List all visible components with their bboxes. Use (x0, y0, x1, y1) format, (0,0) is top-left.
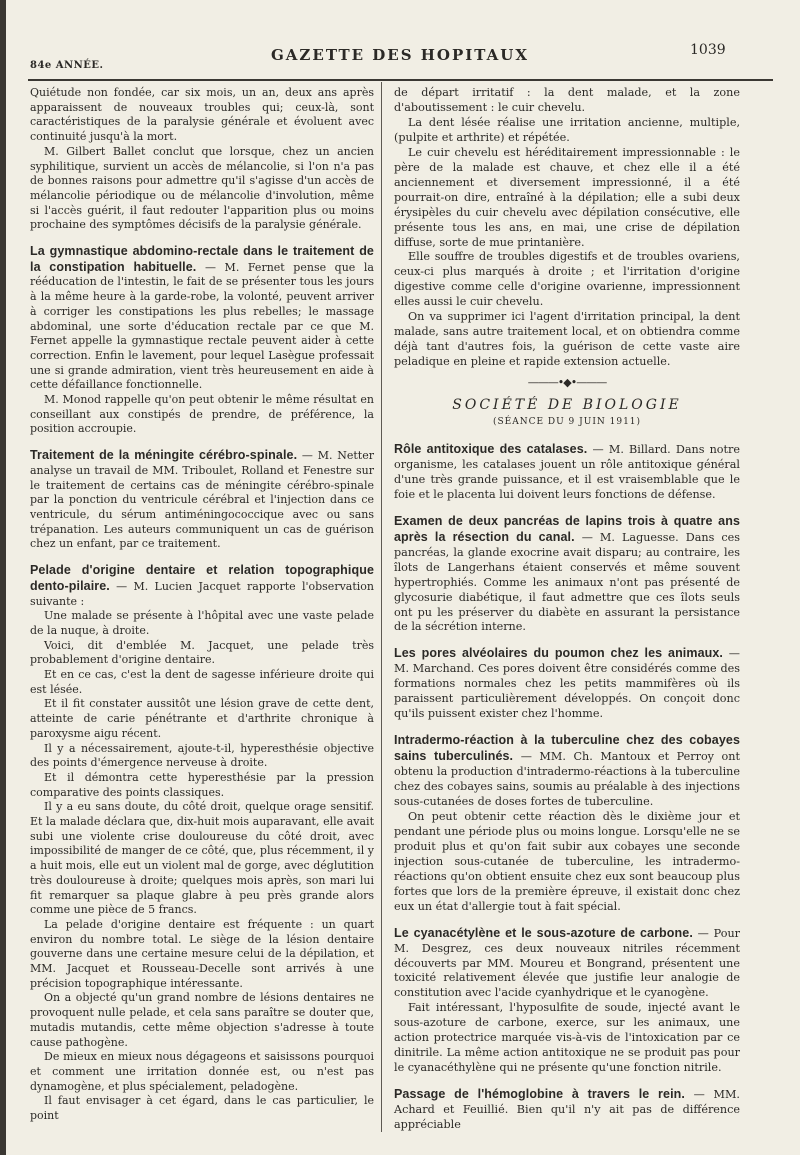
article-title: Examen de deux pancréas de lapins trois à quatre ans après la résection du canal. (394, 513, 740, 544)
article-pelade (30, 563, 374, 609)
paragraph: De mieux en mieux nous dégageons et saisissons pourquoi et comment une irritation donnée est, ou n'est pas dynamogène, et plus spécialement, peladogène. (30, 1050, 374, 1093)
society-heading: SOCIÉTÉ DE BIOLOGIE (452, 397, 682, 414)
paragraph: Il y a nécessairement, ajoute-t-il, hyperesthésie objective des points d'émergence nerveuse à droite. (30, 741, 374, 770)
paragraph: M. Monod rappelle qu'on peut obtenir le même résultat en conseillant aux constipés de prendre, de préférence, la position accroupie. (30, 393, 374, 436)
right-column (394, 86, 740, 1133)
article-body: — MM. Achard et Feuillié. Bien qu'il n'y ait pas de différence appréciable (394, 1088, 740, 1132)
page-shadow-edge (0, 0, 6, 1155)
session-date: (SÉANCE DU 9 JUIN 1911) (492, 417, 642, 428)
paragraph: Quiétude non fondée, car six mois, un an, deux ans après apparaissent de nouveaux troubles qui; ceux-là, sont caractéristiques de la paralysie générale et évoluent avec continuité jusqu'à la mort. (30, 86, 374, 144)
paragraph: Une malade se présente à l'hôpital avec une vaste pelade de la nuque, à droite. (30, 609, 374, 637)
article-title: Le cyanacétylène et le sous-azoture de carbone. (394, 925, 693, 940)
article-title: Rôle antitoxique des catalases. (394, 441, 588, 456)
paragraph: Et il fit constater aussitôt une lésion grave de cette dent, atteinte de carie pénétrante et d'arthrite chronique à paroxysme aigu récent. (30, 697, 374, 740)
paragraph: Et en ce cas, c'est la dent de sagesse inférieure droite qui est lésée. (30, 668, 374, 696)
page-header (0, 0, 800, 80)
paragraph: On peut obtenir cette réaction dès le dixième jour et pendant une période plus ou moins longue. Lorsqu'elle ne se produit plus et qu'on fait subir aux cobayes une seconde injection sous-cutanée de tuberculine, les intradermo-réactions qu'on obtient ensuite chez eux sont beaucoup plus fortes que lors de la première épreuve, il existait donc chez eux un état d'allergie tout à fait spécial. (394, 809, 740, 913)
paragraph: La pelade d'origine dentaire est fréquente : un quart environ du nombre total. Le siège de la lésion dentaire gouverne dans une certaine mesure celui de la dépilation, et MM. Jacquet et Rousseau-Decelle sont arrivés à une précision topographique intéressante. (30, 917, 374, 990)
article-pores (394, 646, 740, 722)
ornament-divider: ———•◆•——— (527, 376, 607, 390)
edition-year: 84e ANNÉE. (30, 60, 104, 71)
article-meningite (30, 448, 374, 552)
article-title: Traitement de la méningite cérébro-spinale. (30, 448, 298, 463)
paragraph: On va supprimer ici l'agent d'irritation principal, la dent malade, sans autre traitement local, et on obtiendra comme déjà tant d'autres fois, la guérison de cette vaste aire peladique en pleine et rapide extension actuelle. (394, 310, 740, 369)
article-intradermo (394, 733, 740, 810)
article-body: — M. Netter analyse un travail de MM. Triboulet, Rolland et Fenestre sur le traitement de certains cas de méningite cérébro-spinale par la ponction du ventricule cérébral et l'injection dans ce ventricule, du sérum antiméningococcique avec ou sans trépanation. Les auteurs communiquent un cas de guérison chez un enfant, par ce traitement. (30, 449, 374, 551)
paragraph: M. Gilbert Ballet conclut que lorsque, chez un ancien syphilitique, survient un accès de mélancolie, si l'on n'a pas de bonnes raisons pour admettre qu'il s'agisse d'un accès de mélancolie périodique ou de mélancolie d'involution, même si l'accès guérit, il faut redouter l'apparition plus ou moins prochaine des symptômes décisifs de la paralysie générale. (30, 144, 374, 232)
paragraph: Fait intéressant, l'hyposulfite de soude, injecté avant le sous-azoture de carbone, exerce, sur les animaux, une action protectrice marquée vis-à-vis de l'intoxication par ce dinitrile. La même action antitoxique ne se produit pas pour le cyanacéthylène qui ne présente qu'une fonction nitrile. (394, 1001, 740, 1075)
article-title: Passage de l'hémoglobine à travers le rein. (394, 1087, 685, 1102)
article-body: — Pour M. Desgrez, ces deux nouveaux nitriles récemment découverts par MM. Moureu et Bongrand, présentent une toxicité relativement élevée que justifie leur analogie de constitution avec l'acide cyanhydrique et le cyanogène. (394, 926, 740, 1000)
article-body: — M. Billard. Dans notre organisme, les catalases jouent un rôle antitoxique général d'une très grande puissance, et il est vraisemblable que le foie et le placenta lui doivent leurs fonctions de défense. (394, 442, 740, 501)
paragraph: La dent lésée réalise une irritation ancienne, multiple, (pulpite et arthrite) et répétée. (394, 115, 740, 144)
article-body: — M. Fernet pense que la rééducation de l'intestin, le fait de se présenter tous les jours à la même heure à la garde-robe, la volonté, peuvent arriver à corriger les constipations les plus rebelles; le massage abdominal, une sorte d'éducation rectale par ce que M. Fernet appelle la gymnastique rectale peuvent aider à cette correction. Enfin le lavement, pour lequel Lasègue professait une si grande admiration, vient très heureusement en aide à cette défaillance fonctionnelle. (30, 260, 374, 392)
article-body: — M. Laguesse. Dans ces pancréas, la glande exocrine avait disparu; au contraire, les îlots de Langerhans étaient conservés et même souvent hypertrophiés. Comme les animaux n'ont pas présenté de glycosurie diabétique, il faut admettre que ces îlots seuls ont pu les préserver du diabète en assurant la persistance de la sécrétion interne. (394, 530, 740, 634)
journal-title: GAZETTE DES HOPITAUX (270, 46, 529, 64)
paragraph: Le cuir chevelu est héréditairement impressionnable : le père de la malade est chauve, et chez elle il a été anciennement et diversement impressionné, il a été pourrait-on dire, entraîné à la dépilation; elle a subi deux érysipèles du cuir chevelu avec dépilation consécutive, elle présente tous les ans, en mai, une crise de dépilation diffuse, sorte de mue printanière. (394, 145, 740, 249)
article-title: Pelade d'origine dentaire et relation topographique dento-pilaire. (30, 563, 374, 593)
article-title: Intradermo-réaction à la tuberculine chez des cobayes sains tuberculinés. (394, 733, 740, 764)
article-body: — MM. Ch. Mantoux et Perroy ont obtenu la production d'intradermo-réactions à la tuberculine chez des cobayes sains, soumis au préalable à des injections sous-cutanées de doses fortes de tuberculine. (394, 750, 740, 808)
article-cyanacetylene (394, 926, 740, 1002)
paragraph: Il y a eu sans doute, du côté droit, quelque orage sensitif. Et la malade déclara que, dix-huit mois auparavant, elle avait subi une violente crise douloureuse du côté droit, avec impossibilité de manger de ce côté, que, plus récemment, il y a huit mois, elle eut un violent mal de gorge, avec déglutition très douloureuse à droite; quelques mois après, son mari lui fit remarquer sa plaque glabre à peu près grande alors comme une pièce de 5 francs. (30, 800, 374, 917)
article-body: — M. Lucien Jacquet rapporte l'observation suivante : (30, 579, 374, 608)
column-divider (381, 82, 382, 1132)
page-number: 1039 (690, 42, 726, 58)
paragraph: Et il démontra cette hyperesthésie par la pression comparative des points classiques. (30, 770, 374, 799)
paragraph: Voici, dit d'emblée M. Jacquet, une pelade très probablement d'origine dentaire. (30, 638, 374, 667)
article-body: — M. Marchand. Ces pores doivent être considérés comme des formations normales chez les petits mammifères où ils paraissent particulièrement développés. On conçoit donc qu'ils puissent exister chez l'homme. (394, 647, 740, 721)
article-title: Les pores alvéolaires du poumon chez les animaux. (394, 646, 724, 661)
article-hemoglobine (394, 1087, 740, 1133)
article-catalases (394, 442, 740, 503)
header-rule (28, 79, 773, 81)
article-title: La gymnastique abdomino-rectale dans le traitement de la constipation habituelle. (30, 244, 374, 274)
paragraph: On a objecté qu'un grand nombre de lésions dentaires ne provoquent nulle pelade, et cela sans paraître se douter que, mutadis mutandis, cette même objection s'adresse à toute cause pathogène. (30, 991, 374, 1049)
paragraph: Il faut envisager à cet égard, dans le cas particulier, le point (30, 1094, 374, 1123)
left-column (30, 86, 374, 1124)
paragraph: de départ irritatif : la dent malade, et la zone d'aboutissement : le cuir chevelu. (394, 86, 740, 114)
paragraph: Elle souffre de troubles digestifs et de troubles ovariens, ceux-ci plus marqués à droite ; et l'irritation d'origine digestive comme celle d'origine ovarienne, impressionnent elles aussi le cuir chevelu. (394, 250, 740, 309)
article-pancreas (394, 514, 740, 636)
article-gymnastique (30, 244, 374, 393)
